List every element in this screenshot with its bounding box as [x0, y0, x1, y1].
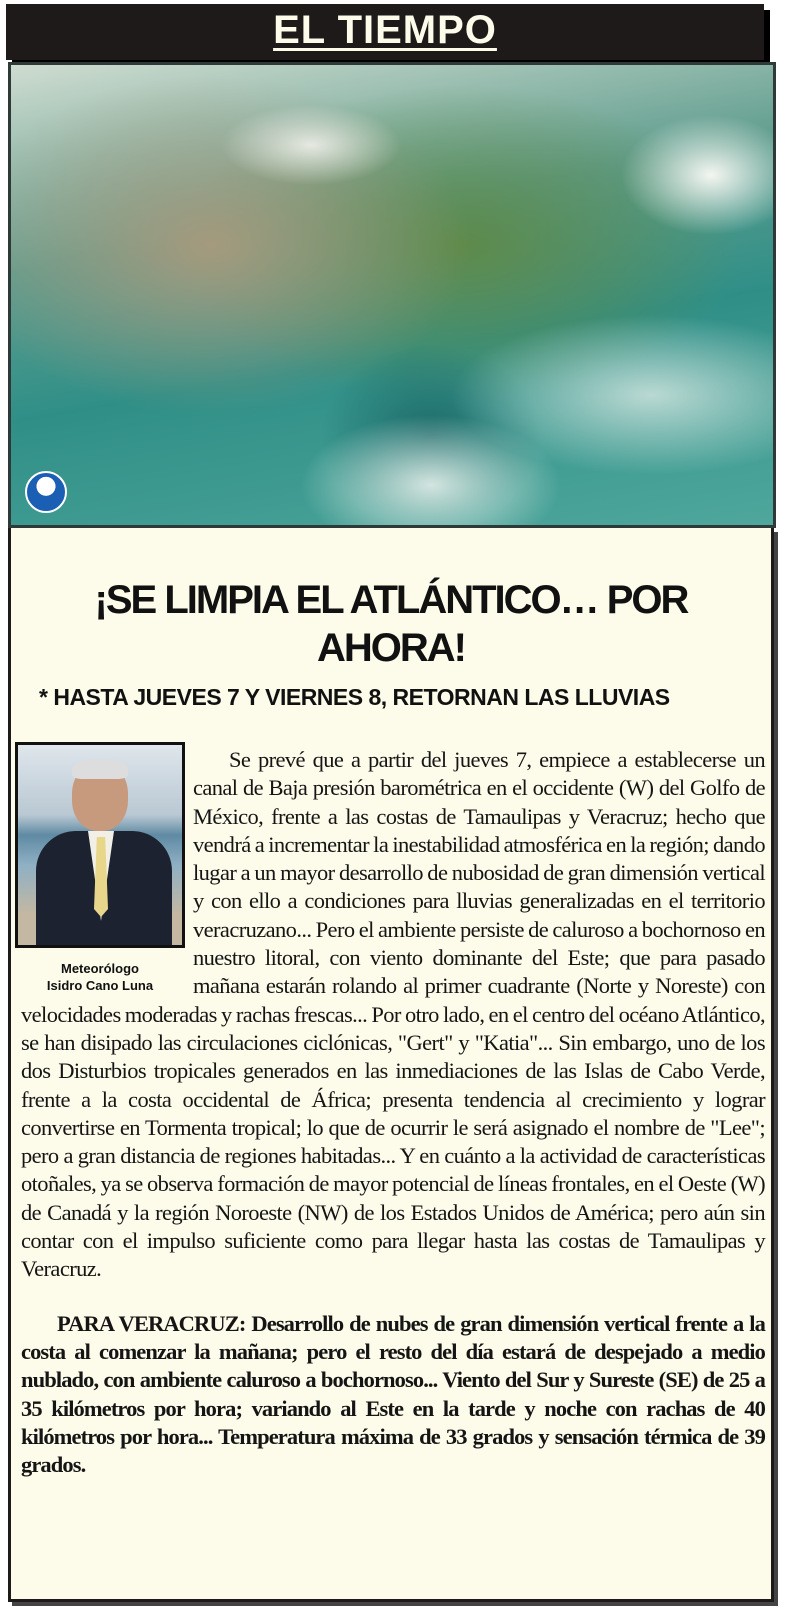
forecast-paragraph: PARA VERACRUZ: Desarrollo de nubes de gran dimensión vertical frente a la costa al comenzar la mañana; pero el resto del día estará de despejado a medio nublado, con ambiente caluroso a bochornoso... Viento del Sur y Sureste (SE) de 25 a 35 kilómetros por hora; variando al Este en la tarde y noche con rachas de 40 kilómetros por hora... Temperatura máxima de 33 grados y sensación térmica de 39 grados.	[21, 1310, 765, 1478]
article-body	[21, 746, 765, 1479]
author-title: Meteorólogo	[61, 961, 139, 976]
article-headline: ¡SE LIMPIA EL ATLÁNTICO… POR AHORA!	[94, 578, 688, 670]
noaa-logo-icon	[25, 471, 67, 513]
section-title: EL TIEMPO	[273, 8, 497, 52]
article-paragraph: Se prevé que a partir del jueves 7, empiece a establecerse un canal de Baja presión barométrica en el occidente (W) del Golfo de México, frente a las costas de Tamaulipas y Veracruz; hecho que vendrá a incrementar la inestabilidad atmosférica en la región; dando lugar a un mayor desarrollo de nubosidad de gran dimensión vertical y con ello a condiciones para lluvias generalizadas en el territorio veracruzano... Pero el ambiente persiste de caluroso a bochornoso en nuestro litoral, con viento dominante del Este; que para pasado mañana estarán rolando al primer cuadrante (Norte y Noreste) con velocidades moderadas y rachas frescas... Por otro lado, en el centro del océano Atlántico, se han disipado las circulaciones ciclónicas, "Gert" y "Katia"... Sin embargo, uno de los dos Disturbios tropicales generados en las inmediaciones de las Islas de Cabo Verde, frente a la costa occidental de África; presenta tendencia al crecimiento y lograr convertirse en Tormenta tropical; lo que de ocurrir le será asignado el nombre de "Lee"; pero a gran distancia de regiones habitadas... Y en cuánto a la actividad de características otoñales, ya se observa formación de mayor potencial de líneas frontales, en el Oeste (W) de Canadá y la región Noroeste (NW) de los Estados Unidos de América; pero aún sin contar con el impulso suficiente como para llegar hasta las costas de Tamaulipas y Veracruz.	[21, 747, 765, 1282]
article-subheadline: * HASTA JUEVES 7 Y VIERNES 8, RETORNAN LAS LLUVIAS	[39, 684, 670, 710]
section-header	[6, 4, 764, 60]
author-name: Isidro Cano Luna	[46, 978, 154, 993]
satellite-map-image	[8, 62, 776, 528]
article-panel	[8, 528, 774, 1602]
